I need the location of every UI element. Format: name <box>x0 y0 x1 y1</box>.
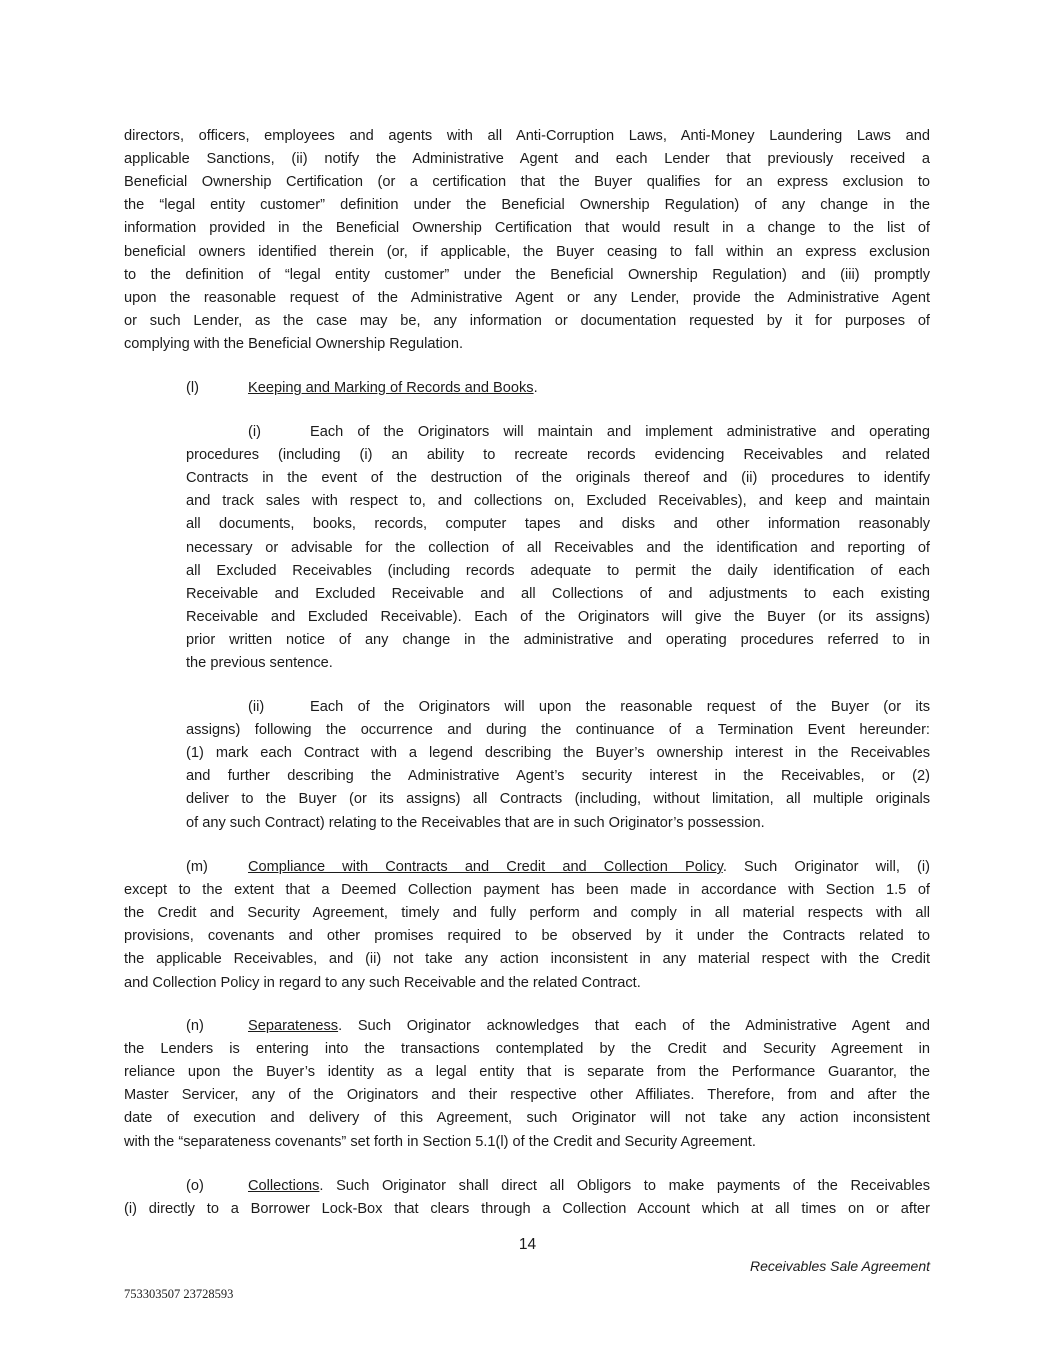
text-line: Each of the Originators will upon the reasonable request of the Buyer (or its <box>310 699 930 715</box>
text-line: Contracts in the event of the destruction of the originals thereof and (ii) procedures to identify <box>186 470 930 487</box>
text-line: (i) directly to a Borrower Lock-Box that clears through a Collection Account which at all times on or after <box>124 1201 930 1218</box>
section-marker: (i) <box>248 424 261 440</box>
section-heading: Keeping and Marking of Records and Books <box>248 380 534 396</box>
text-line: Beneficial Ownership Certification (or a certification that the Buyer qualifies for an express exclusion to <box>124 174 930 191</box>
text-line: (1) mark each Contract with a legend describing the Buyer’s ownership interest in the Receivables <box>186 745 930 762</box>
text-line: all Excluded Receivables (including records adequate to permit the daily identification of each <box>186 562 930 579</box>
text-line: the applicable Receivables, and (ii) not take any action inconsistent in any material respect with the Credit <box>124 951 930 968</box>
text-line: or such Lender, as the case may be, any information or documentation requested by it for purposes of <box>124 312 930 329</box>
section-heading: Compliance with Contracts and Credit and Collection Policy <box>248 859 723 875</box>
text-line: reliance upon the Buyer’s identity as a legal entity that is separate from the Performance Guarantor, the <box>124 1064 930 1081</box>
text-line: except to the extent that a Deemed Collection payment has been made in accordance with Section 1.5 of <box>124 882 930 899</box>
text-line: and track sales with respect to, and collections on, Excluded Receivables), and keep and maintain <box>186 493 930 510</box>
text-line: information provided in the Beneficial Ownership Certification that would result in a change to the list of <box>124 220 930 237</box>
section-heading: Separateness <box>248 1018 339 1034</box>
text-line: the Lenders is entering into the transactions contemplated by the Credit and Security Agreement in <box>124 1041 930 1058</box>
text-line: applicable Sanctions, (ii) notify the Administrative Agent and each Lender that previously received a <box>124 151 930 168</box>
text-line: procedures (including (i) an ability to recreate records evidencing Receivables and related <box>186 447 930 464</box>
text-line: of any such Contract) relating to the Receivables that are in such Originator’s possession. <box>186 814 765 831</box>
text-line: the previous sentence. <box>186 655 333 671</box>
text-line: upon the reasonable request of the Administrative Agent or any Lender, provide the Administrative Agent <box>124 289 930 306</box>
text-line: complying with the Beneficial Ownership Regulation. <box>124 335 464 352</box>
text-line: the Credit and Security Agreement, timely and fully perform and comply in all material respects with all <box>124 905 930 922</box>
section-first-line <box>248 1175 930 1198</box>
text-line: and further describing the Administrative Agent’s security interest in the Receivables, or (2) <box>186 768 930 785</box>
text-line: Receivable and Excluded Receivable). Each of the Originators will give the Buyer (or its assigns) <box>186 608 930 625</box>
section-text: . Such Originator acknowledges that each of the Administrative Agent and <box>338 1018 930 1034</box>
text-line: directors, officers, employees and agents with all Anti-Corruption Laws, Anti-Money Laundering Laws and <box>124 128 930 144</box>
text-line: assigns) following the occurrence and during the continuance of a Termination Event hereunder: <box>186 722 930 739</box>
section-text: . Such Originator shall direct all Obligors to make payments of the Receivables <box>319 1178 930 1194</box>
page-number: 14 <box>518 1236 537 1253</box>
text-line: beneficial owners identified therein (or, if applicable, the Buyer ceasing to fall within an express exclusion <box>124 243 930 260</box>
section-marker: (o) <box>186 1178 204 1194</box>
text-line: provisions, covenants and other promises required to be observed by it under the Contracts related to <box>124 928 930 945</box>
section-marker: (ii) <box>248 699 265 715</box>
text-line: with the “separateness covenants” set forth in Section 5.1(l) of the Credit and Security Agreement. <box>124 1133 756 1150</box>
text-line: Receivable and Excluded Receivable and all Collections of and adjustments to each existing <box>186 585 930 602</box>
section-first-line <box>248 856 930 879</box>
section-marker: (m) <box>186 859 208 875</box>
section-text: . <box>533 380 538 396</box>
text-line: necessary or advisable for the collection of all Receivables and the identification and reporting of <box>186 539 930 556</box>
text-line: Each of the Originators will maintain and implement administrative and operating <box>310 424 930 440</box>
text-line: and Collection Policy in regard to any such Receivable and the related Contract. <box>124 974 641 991</box>
text-line: date of execution and delivery of this Agreement, such Originator will not take any action inconsistent <box>124 1110 930 1127</box>
section-text: . Such Originator will, (i) <box>722 859 930 875</box>
text-line: the “legal entity customer” definition under the Beneficial Ownership Regulation) of any change in the <box>124 197 930 214</box>
text-line: Master Servicer, any of the Originators and their respective other Affiliates. Therefore, from and after the <box>124 1087 930 1104</box>
text-line: all documents, books, records, computer tapes and disks and other information reasonably <box>186 516 930 533</box>
footer-document-title: Receivables Sale Agreement <box>749 1258 930 1274</box>
section-first-line <box>248 1015 930 1038</box>
text-line: prior written notice of any change in the administrative and operating procedures referred to in <box>186 631 930 648</box>
section-heading: Collections <box>248 1178 320 1194</box>
document-id: 753303507 23728593 <box>124 1287 234 1301</box>
section-first-line <box>248 377 930 400</box>
section-marker: (n) <box>186 1018 204 1034</box>
text-line: to the definition of “legal entity customer” under the Beneficial Ownership Regulation) and (iii) promptly <box>124 266 930 283</box>
section-marker: (l) <box>186 380 199 396</box>
text-line: deliver to the Buyer (or its assigns) all Contracts (including, without limitation, all multiple originals <box>186 791 930 808</box>
